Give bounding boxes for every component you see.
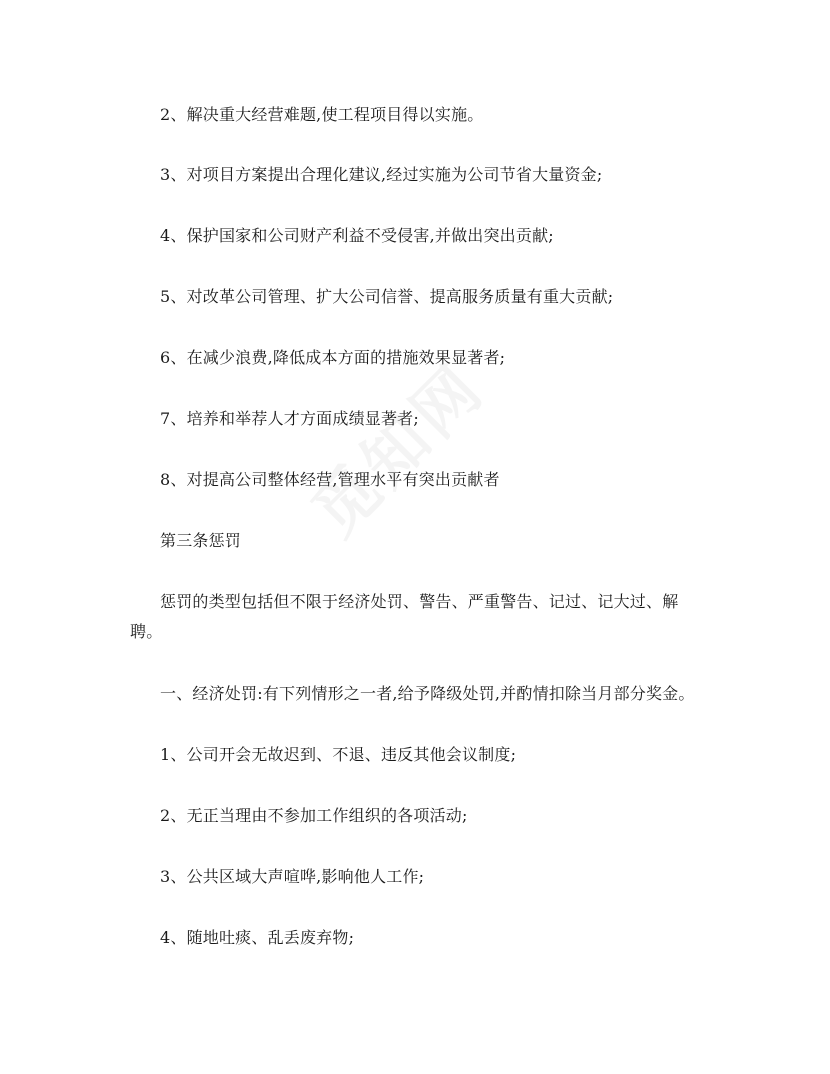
- rule-item-4: 4、保护国家和公司财产利益不受侵害,并做出突出贡献;: [160, 226, 554, 245]
- rule-item-5: 5、对改革公司管理、扩大公司信誉、提高服务质量有重大贡献;: [160, 287, 614, 306]
- punishment-intro-continued: 聘。: [130, 622, 163, 641]
- penalty-item-4: 4、随地吐痰、乱丢废弃物;: [160, 928, 355, 947]
- section-heading-punishment: 第三条惩罚: [160, 531, 242, 550]
- penalty-item-1: 1、公司开会无故迟到、不退、违反其他会议制度;: [160, 745, 517, 764]
- economic-penalty-heading: 一、经济处罚:有下列情形之一者,给予降级处罚,并酌情扣除当月部分奖金。: [160, 684, 695, 703]
- rule-item-8: 8、对提高公司整体经营,管理水平有突出贡献者: [160, 470, 500, 489]
- penalty-item-3: 3、公共区域大声喧哗,影响他人工作;: [160, 867, 425, 886]
- punishment-intro: 惩罚的类型包括但不限于经济处罚、警告、严重警告、记过、记大过、解: [160, 592, 679, 611]
- penalty-item-2: 2、无正当理由不参加工作组织的各项活动;: [160, 806, 468, 825]
- rule-item-2: 2、解决重大经营难题,使工程项目得以实施。: [160, 105, 484, 124]
- rule-item-6: 6、在减少浪费,降低成本方面的措施效果显著者;: [160, 348, 506, 367]
- watermark: [288, 339, 502, 553]
- rule-item-7: 7、培养和举荐人才方面成绩显著者;: [160, 409, 419, 428]
- rule-item-3: 3、对项目方案提出合理化建议,经过实施为公司节省大量资金;: [160, 165, 603, 184]
